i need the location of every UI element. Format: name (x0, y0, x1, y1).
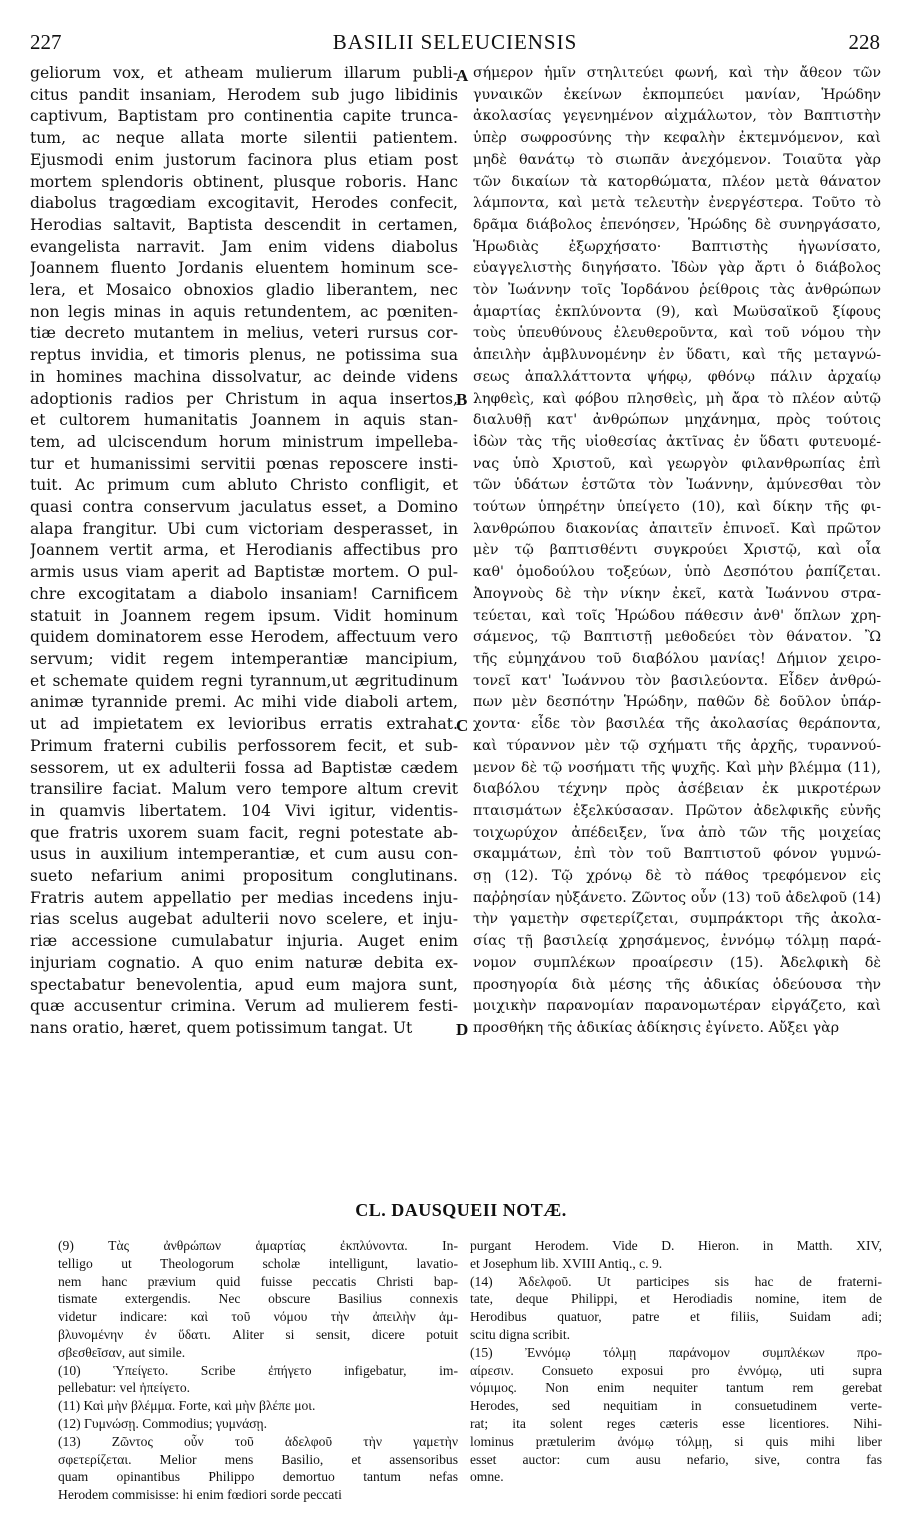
text-line: μηδὲ θανάτῳ τὸ σιωπᾶν ἀνεχόμενον. Τοιαῦτα γὰρ (473, 151, 881, 168)
text-line: σεως ἀπαλλάττοντα ψήφῳ, φθόνῳ πάλιν ἀρχαίῳ (473, 368, 881, 385)
text-line: καθ' ὁμοδούλου τοξεύων, ὑπὸ Δεσπότου ῥαπίζεται. (473, 564, 881, 581)
text-line: Herodes, sed nequitiam in consuetudinem verte- (470, 1398, 882, 1414)
greek-text-column (473, 63, 881, 1040)
text-line: mortem splendoris obtinent, plusque roboris. Hanc (30, 172, 458, 191)
text-line: quidem dominatorem esse Herodem, affectuum vero (30, 628, 458, 647)
text-line: tum, ac neque allata morte silentii patientem. (30, 129, 458, 148)
text-line: τῶν ὑδάτων ἑστῶτα τὸν Ἰωάννην, ἀμύνεσθαι τὸν (473, 477, 881, 494)
text-line: σβεσθεῖσαν, aut simile. (58, 1344, 186, 1360)
text-line: tuit. Ac primum cum abluto Christo confligit, et (30, 476, 458, 495)
text-line: τούτων ὑπηρέτην ὑπείγετο (10), καὶ δίκην τῆς φι- (473, 499, 881, 516)
text-line: chre excogitatam a diabolo insaniam! Carnificem (30, 584, 458, 603)
notes-right-column (470, 1237, 882, 1486)
text-line: Primum fraterni cubilis perfossorem fecit, et sub- (30, 736, 458, 755)
text-line: non legis minas in aquis retundentem, ac pœniten- (30, 302, 458, 321)
text-line: animæ tyrannide premi. Ac mihi vide diaboli artem, (30, 693, 458, 712)
text-line: purgant Herodem. Vide D. Hieron. in Matth. XIV, (470, 1238, 882, 1253)
text-line: Joannem vertit arma, et Herodianis affectibus pro (30, 541, 458, 560)
text-line: tismate extergendis. Nec obscure Basilius connexis (58, 1291, 458, 1307)
text-line: pellebatur: vel ἠπείγετο. (58, 1380, 191, 1396)
text-line: scitu digna scribit. (470, 1326, 571, 1342)
text-line: (9) Τὰς ἀνθρώπων ἁμαρτίας ἐκπλύνοντα. In- (58, 1238, 458, 1253)
text-line: νας ὑπὸ Χριστοῦ, καὶ γεωργὸν φιλανθρωπίας ἐπὶ (473, 455, 881, 472)
text-line: Ejusmodi enim justorum facinora plus etiam post (30, 150, 458, 169)
text-line: lominus prætulerim ἀνόμῳ τόλμῃ, si quis mihi liber (470, 1433, 882, 1449)
text-line: in homines machina dissolvatur, ac deinde videns (30, 367, 458, 386)
text-line: νόμιμος. Non enim nequiter tantum rem gerebat (470, 1380, 882, 1396)
text-line: τὸν Ἰωάννην τοῖς Ἰορδάνου ῥείθροις τὰς ἀνθρώπων (473, 282, 881, 299)
text-line: χοντα· εἶδε τὸν βασιλέα τῆς ἀκολασίας θεράποντα, (473, 716, 881, 733)
text-line: usus in auxilium intemperantiæ, et cum ausu con- (30, 845, 458, 864)
text-line: Herodibus quatuor, patre et filiis, Suidam adi; (470, 1309, 882, 1325)
text-line: τῶν δικαίων τὰ κατορθώματα, πλέον μετὰ θάνατον (473, 173, 881, 190)
text-line: nans oratio, hæret, quem potissimum tangat. Ut (30, 1018, 413, 1037)
notes-title: CL. DAUSQUEII NOTÆ. (355, 1200, 567, 1220)
text-line: et Josephum lib. XVIII Antiq., c. 9. (470, 1255, 663, 1271)
page-number-left: 227 (30, 30, 62, 54)
notes-left-column (58, 1237, 458, 1504)
text-line: rias scelus augebat adulterii novo scelere, et inju- (30, 910, 458, 929)
text-line: adoptionis radios per Christum in aqua insertos, (30, 389, 458, 408)
page-number-right: 228 (848, 30, 880, 54)
text-line: ἀπειλὴν ἀμβλυνομένην ἐν ὕδατι, καὶ τῆς μεταγνώ- (473, 347, 881, 364)
text-line: tate, deque Philippi, et Herodiadis nomine, item de (470, 1291, 882, 1307)
text-line: τοιχωρύχον ἀπέδειξεν, ἵνα ἀπὸ τῶν τῆς μοιχείας (473, 824, 881, 841)
text-line: (11) Καὶ μὴν βλέμμα. Forte, καὶ μὴν βλέπε μοι. (58, 1398, 316, 1414)
text-line: et cultorem humanitatis Joannem in aquis stan- (30, 411, 458, 430)
text-line: (14) Ἀδελφοῦ. Ut participes sis hac de fraterni- (470, 1273, 882, 1289)
text-line: captivum, Baptistam pro continentia capite trunca- (30, 107, 458, 126)
text-line: videtur indicare: καὶ τοῦ νόμου τὴν ἀπειλὴν ἀμ- (58, 1309, 458, 1325)
text-line: τὴν γαμετὴν σφετερίζεται, συμπράκτορι τῆς ἀκολα- (473, 911, 881, 928)
text-line: ut ad impietatem ex levioribus erratis extrahat. (30, 715, 458, 734)
text-line: σίας τῇ βασιλείᾳ χρησάμενος, ἐννόμῳ τόλμῃ παρά- (473, 933, 881, 950)
text-line: armis usus viam aperit ad Baptistæ mortem. O pul- (30, 563, 458, 582)
text-line: evangelista narravit. Jam enim videns diabolus (30, 237, 458, 256)
text-line: spectabatur benevolentia, apud eum majora sunt, (30, 975, 458, 994)
text-line: que fratris uxorem suam facit, regni potestate ab- (30, 823, 458, 842)
text-line: ἀκολασίας γεγενημένον αἰχμάλωτον, τὸν Βαπτιστὴν (473, 108, 881, 125)
text-line: τεύεται, καὶ τοῖς Ἡρώδου πάθεσιν ἀνθ' ὅπλων χρη- (473, 607, 881, 624)
text-line: lera, et Mosaico obnoxios gladio liberantem, nec (30, 281, 458, 300)
text-line: tiæ decreto mutantem in melius, veteri rursus cor- (30, 324, 458, 343)
text-line: ἁμαρτίας ἐκπλύνοντα (9), καὶ Μωϋσαϊκοῦ ξίφους (473, 303, 881, 320)
text-line: (13) Ζῶντος οὖν τοῦ ἀδελφοῦ τὴν γαμετὴν (58, 1433, 458, 1449)
text-line: σάμενος, τῷ Βαπτιστῇ μεθοδεύει τὸν θάνατον. Ὢ (473, 629, 881, 646)
text-line: πταισμάτων ἐξελκύσασαν. Πρῶτον ἀδελφικῆς εὐνῆς (473, 802, 881, 819)
text-line: πων μὲν δεσπότην Ἡρώδην, παθῶν δὲ δοῦλον ὑπάρ- (473, 694, 881, 711)
latin-text-column (30, 63, 458, 1040)
text-line: καὶ τύραννον μὲν τῷ σχήματι τῆς ἀρχῆς, τυραννού- (473, 737, 881, 754)
text-line: διαλυθῇ κατ' ἀνθρώπων μηχάνημα, πρὸς τούτοις (473, 412, 881, 429)
text-line: σήμερον ἡμῖν στηλιτεύει φωνή, καὶ τὴν ἄθεον τῶν (473, 65, 881, 81)
text-line: Fratris autem appellatio per medias incedens inju- (30, 888, 458, 907)
text-line: citus pandit insaniam, Herodem sub jugo libidinis (30, 85, 458, 104)
text-line: tem, ad ulciscendum horum ministrum impelleba- (30, 432, 458, 451)
text-line: Ἡρωδιὰς ἐξωρχήσατο· Βαπτιστὴς ἠγωνίσατο, (473, 238, 881, 255)
text-line: παῤῥησίαν ηὐξάνετο. Ζῶντος οὖν (13) τοῦ ἀδελφοῦ (14) (473, 889, 881, 906)
text-line: esset auctor: cum ausu nefario, sive, contra fas (470, 1451, 882, 1467)
running-header (30, 30, 880, 60)
text-line: reptus invidia, et timoris plenus, ne potissima sua (30, 346, 458, 365)
text-line: προσηγορία διὰ μέσης τῆς ἀδικίας ὁδεύουσα τὴν (473, 976, 881, 993)
text-line: rat; ita solent reges cæteris esse licentiores. Nihi- (470, 1415, 882, 1431)
text-line: ἰδὼν τὰς τῆς υἱοθεσίας ἀκτῖνας ἐν ὕδατι φυτευομέ- (473, 433, 881, 450)
text-line: servum; vidit regem intemperantiæ mancipium, (30, 649, 458, 668)
text-line: δρᾶμα διάβολος ἐπενόησεν, Ἡρώδης δὲ συνηργάσατο, (473, 216, 881, 233)
text-line: sueto nefarium animi propositum conglutinans. (30, 867, 458, 886)
text-line: λάμποντα, καὶ μετὰ τελευτὴν ἐνεργέστερα. Τοῦτο τὸ (473, 195, 881, 212)
text-line: νομον συμπλέκων προαίρεσιν (15). Ἀδελφικὴ δὲ (473, 954, 881, 971)
text-line: εὐαγγελιστὴς διηγήσατο. Ἰδὼν γὰρ ἄρτι ὁ διάβολος (473, 260, 881, 277)
text-line: μενον δὲ τῷ νοσήματι τῆς ψυχῆς. Καὶ μὴν βλέμμα (11), (473, 759, 881, 776)
text-line: Herodem commisisse: hi enim fœdiori sorde peccati (58, 1487, 342, 1503)
text-line: ὑπὲρ σωφροσύνης τὴν κεφαλὴν ἐκτεμνόμενον, καὶ (473, 130, 881, 147)
text-line: τονεῖ κατ' Ἰωάννου τὸν βασιλεύοντα. Εἶδεν ἀνθρώ- (473, 672, 881, 689)
text-line: γυναικῶν ἐκείνων ἐκπομπεύει μανίαν, Ἡρώδην (473, 86, 881, 103)
text-line: omne. (470, 1469, 504, 1485)
text-line: Herodias saltavit, Baptista descendit in certamen, (30, 215, 458, 234)
text-line: (10) Ὑπείγετο. Scribe ἐπήγετο infigebatur, im- (58, 1362, 458, 1378)
text-line: quæ accusentur crimina. Verum ad mulierem festi- (30, 997, 458, 1016)
text-line: (15) Ἐννόμῳ τόλμῃ παράνομον συμπλέκων προ- (470, 1344, 882, 1360)
margin-marker-d: D (456, 1020, 469, 1039)
text-line: (12) Γυμνώσῃ. Commodius; γυμνάσῃ. (58, 1415, 268, 1431)
running-title: BASILII SELEUCIENSIS (332, 30, 578, 54)
text-line: προσθήκη τῆς ἀδικίας ἀδίκησις ἐγίνετο. Αὔξει γὰρ (473, 1019, 840, 1036)
text-line: statuit in Joannem regem ipsum. Vidit hominum (30, 606, 458, 625)
text-line: διαβόλου τέχνην πρὸς ἀσέβειαν ἐκ μικροτέρων (473, 781, 881, 798)
text-line: σῃ (12). Τῷ χρόνῳ δὲ τὸ πάθος τρεφόμενον εἰς (473, 868, 881, 885)
text-line: nem hanc prævium quid fuisse peccatis Christi bap- (58, 1273, 458, 1289)
text-line: λανθρώπου διακονίας ἀπαιτεῖν ἐπινοεῖ. Καὶ πρῶτον (473, 520, 881, 537)
text-line: σκαμμάτων, ἐπὶ τὸν τοῦ Βαπτιστοῦ φόνον γυμνώ- (473, 846, 881, 863)
text-line: sessorem, ut ex adulterii fossa ad Baptistæ cædem (30, 758, 458, 777)
margin-marker-b: B (456, 390, 468, 409)
text-line: Ἀπογνοὺς δὲ τὴν νίκην ἐκεῖ, κατὰ Ἰωάννου στρα- (473, 585, 881, 602)
text-line: αίρεσιν. Consueto exposui pro ἐννόμῳ, uti supra (470, 1362, 882, 1378)
text-line: σφετερίζεται. Melior mens Basilio, et assensoribus (58, 1451, 458, 1467)
text-line: geliorum vox, et atheam mulierum illarum publi- (30, 64, 458, 82)
text-line: βλυνομένην ἐν ὕδατι. Aliter si sensit, dicere potuit (58, 1326, 458, 1342)
text-line: injuriam cognatio. A quo enim naturæ debita ex- (30, 953, 458, 972)
text-line: tur et humanissimi servitii pœnas reposcere insti- (30, 454, 458, 473)
text-line: telligo ut Theologorum scholæ intelligunt, lavatio- (58, 1255, 458, 1271)
text-line: quasi contra conservum jaculatus esset, a Domino (30, 498, 458, 517)
margin-marker-c: C (456, 716, 469, 735)
text-line: transilire faciat. Malum vero tempore altum crevit (30, 780, 458, 799)
text-line: et schemate quidem regni tyrannum,ut ægritudinum (30, 671, 458, 690)
text-line: diabolus tragœdiam excogitavit, Herodes confecit, (30, 194, 458, 213)
text-line: τοὺς ὑπευθύνους ἐλευθεροῦντα, καὶ τοῦ νόμου τὴν (473, 325, 881, 342)
text-line: μοιχικὴν παρανομίαν παρανομωτέραν εἰργάζετο, καὶ (473, 998, 881, 1015)
text-line: alapa frangitur. Ubi cum victoriam desperasset, in (30, 519, 458, 538)
text-line: Joannem fluento Jordanis eluentem hominum sce- (30, 259, 458, 278)
text-line: μὲν τῷ βαπτισθέντι συγκρούει Χριστῷ, καὶ οἷα (473, 542, 881, 559)
text-line: quam opinantibus Philippo demortuo tantum nefas (58, 1469, 458, 1485)
text-line: τῆς εὐμηχάνου τοῦ διαβόλου μανίας! Δήμιον χειρο- (473, 650, 881, 667)
text-line: ληφθεὶς, καὶ φόβου πλησθεὶς, μὴ ἄρα τὸ πλέον αὐτῷ (473, 390, 881, 407)
text-line: in quamvis libertatem. 104 Vivi igitur, videntis- (30, 801, 458, 820)
margin-marker-a: A (456, 66, 469, 85)
text-line: riæ accessione cumulabatur injuria. Auget enim (30, 932, 458, 951)
